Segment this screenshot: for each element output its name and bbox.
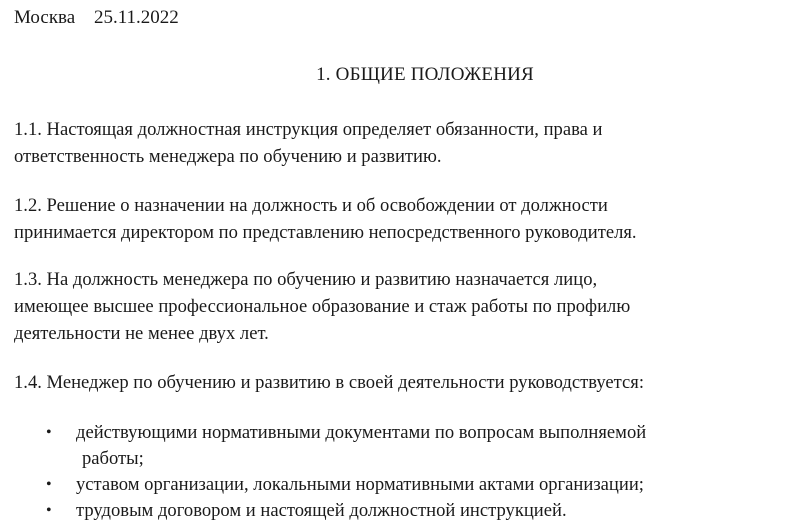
bullet-icon: • [46,476,52,493]
list-item-text: трудовым договором и настоящей должностной инструкцией. [76,500,567,521]
bullet-list [14,420,794,524]
city-label: Москва [14,7,76,28]
list-item-continuation: работы; [82,448,144,469]
paragraph-line: деятельности не менее двух лет. [14,323,269,344]
document-header [14,7,179,29]
paragraph-line: 1.4. Менеджер по обучению и развитию в своей деятельности руководствуется: [14,372,644,393]
list-item-text: действующими нормативными документами по вопросам выполняемой [76,422,647,443]
paragraph-1-1 [14,116,794,170]
date-label: 25.11.2022 [93,7,179,28]
paragraph-line: 1.3. На должность менеджера по обучению и развитию назначается лицо, [14,269,598,290]
list-item [14,498,794,524]
list-item [14,420,794,472]
section-title: 1. ОБЩИЕ ПОЛОЖЕНИЯ [316,64,534,85]
paragraph-line: 1.1. Настоящая должностная инструкция определяет обязанности, права и [14,119,603,140]
paragraph-line: принимается директором по представлению непосредственного руководителя. [14,222,637,243]
list-item [14,472,794,498]
bullet-icon: • [46,502,52,519]
list-item-text: уставом организации, локальными нормативными актами организации; [76,474,644,495]
paragraph-1-2 [14,192,794,246]
paragraph-1-3 [14,266,794,347]
paragraph-line: 1.2. Решение о назначении на должность и об освобождении от должности [14,195,608,216]
paragraph-1-4 [14,369,794,396]
paragraph-line: имеющее высшее профессиональное образование и стаж работы по профилю [14,296,631,317]
paragraph-line: ответственность менеджера по обучению и развитию. [14,146,442,167]
bullet-icon: • [46,424,52,441]
